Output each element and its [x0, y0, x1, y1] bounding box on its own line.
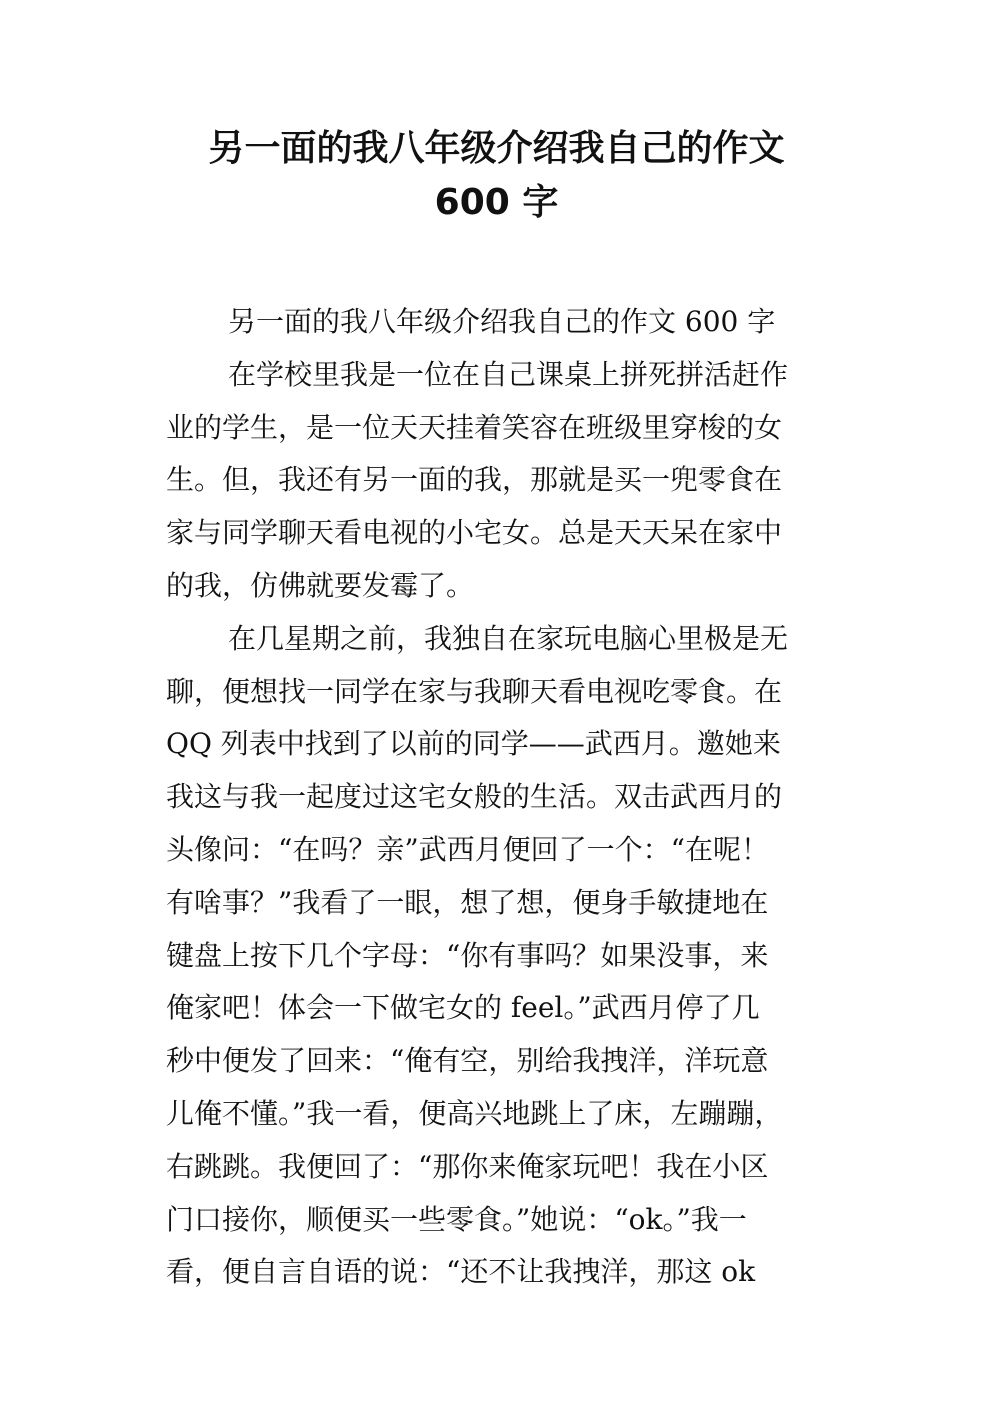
text-line: 在学校里我是一位在自己课桌上拼死拼活赶作 [228, 357, 789, 391]
title-line-2: 600 字 [434, 182, 559, 223]
text-line: 俺家吧！体会一下做宅女的 feel。”武西月停了几 [166, 991, 760, 1025]
text-line: 生。但，我还有另一面的我，那就是买一兜零食在 [166, 463, 783, 497]
text-line: 我这与我一起度过这宅女般的生活。双击武西月的 [166, 780, 783, 814]
text-line: 键盘上按下几个字母：“你有事吗？如果没事，来 [166, 938, 769, 972]
text-line: 在几星期之前，我独自在家玩电脑心里极是无 [228, 621, 789, 655]
text-line: 业的学生，是一位天天挂着笑容在班级里穿梭的女 [166, 410, 783, 444]
text-line: 秒中便发了回来：“俺有空，别给我拽洋，洋玩意 [166, 1044, 769, 1078]
text-line: 看，便自言自语的说：“还不让我拽洋，那这 ok [166, 1255, 756, 1289]
document-title [0, 122, 993, 230]
text-line: 的我，仿佛就要发霉了。 [166, 568, 475, 602]
text-line: 头像问：“在吗？亲”武西月便回了一个：“在呢！ [166, 832, 769, 866]
text-line: 儿俺不懂。”我一看，便高兴地跳上了床，左蹦蹦， [166, 1096, 783, 1130]
text-line: 门口接你，顺便买一些零食。”她说：“ok。”我一 [166, 1202, 747, 1236]
text-line: 右跳跳。我便回了：“那你来俺家玩吧！我在小区 [166, 1149, 769, 1183]
text-line: 有啥事？”我看了一眼，想了想，便身手敏捷地在 [166, 885, 769, 919]
title-line-1: 另一面的我八年级介绍我自己的作文 [208, 128, 785, 169]
text-line: 家与同学聊天看电视的小宅女。总是天天呆在家中 [166, 516, 783, 550]
text-line: 另一面的我八年级介绍我自己的作文 600 字 [228, 305, 776, 338]
text-line: QQ 列表中找到了以前的同学——武西月。邀她来 [166, 727, 781, 761]
document-body [166, 296, 836, 1299]
text-line: 聊，便想找一同学在家与我聊天看电视吃零食。在 [166, 674, 783, 708]
